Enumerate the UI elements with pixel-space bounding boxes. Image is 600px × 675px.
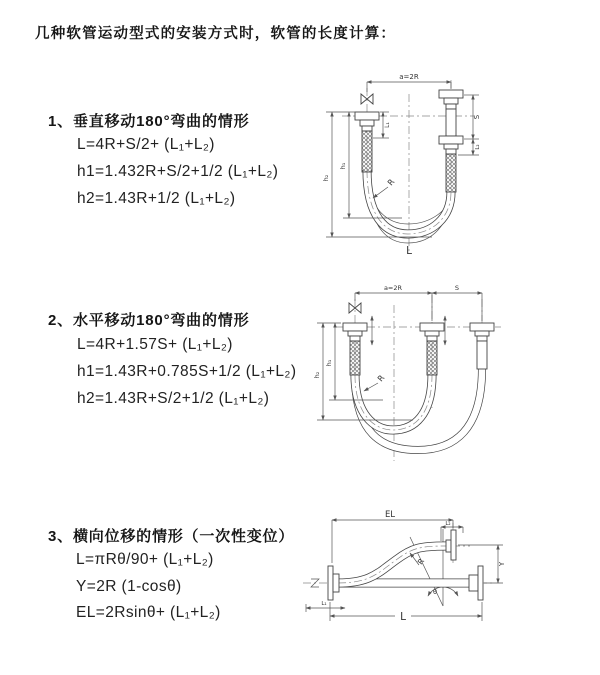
left-fitting <box>343 323 367 375</box>
section-1-formula-l: L=4R+S/2+ (L₁+L₂) <box>77 136 215 153</box>
hose-moved-position <box>355 369 482 450</box>
dim-label-l2: L₂ <box>445 521 451 527</box>
dim-label-el: EL <box>384 510 396 520</box>
diagram-horizontal-180-bend <box>313 283 585 468</box>
dim-label-l2: L₂ <box>475 144 481 150</box>
dim-l <box>330 602 482 623</box>
section-3-formula-y: Y=2R (1-cosθ) <box>76 578 182 595</box>
dim-s <box>432 284 482 321</box>
dim-label-r: R <box>385 177 397 188</box>
dim-s-l2 <box>458 95 481 155</box>
dim-label-h2: h₂ <box>313 371 321 379</box>
section-3-formula-el: EL=2Rsinθ+ (L₁+L₂) <box>76 604 221 621</box>
diagram-vertical-180-bend <box>312 66 582 261</box>
dim-label-s: S <box>473 114 481 120</box>
dim-label-a2r: a=2R <box>399 73 419 81</box>
section-3-formula-l: L=πRθ/90+ (L₁+L₂) <box>76 551 214 568</box>
hose-u-tube <box>355 375 432 430</box>
section-2-formula-h2: h2=1.43R+S/2+1/2 (L₁+L₂) <box>77 390 270 407</box>
dim-label-l-total: L <box>406 245 412 257</box>
middle-fitting <box>420 323 444 375</box>
dim-label-l-total: L <box>400 611 406 623</box>
section-1-formula-h1: h1=1.432R+S/2+1/2 (L₁+L₂) <box>77 163 279 180</box>
section-3-heading: 3、横向位移的情形（一次性变位） <box>48 528 295 545</box>
section-2-formula-l: L=4R+1.57S+ (L₁+L₂) <box>77 336 233 353</box>
dim-label-y: Y <box>498 561 506 567</box>
section-2-heading: 2、水平移动180°弯曲的情形 <box>48 312 250 329</box>
section-1-heading: 1、垂直移动180°弯曲的情形 <box>48 113 250 130</box>
dim-label-h2: h₂ <box>322 174 330 182</box>
dim-label-theta: θ <box>433 588 437 596</box>
dim-label-s: S <box>454 284 460 292</box>
dim-label-h1: h₁ <box>339 162 347 170</box>
section-1-formula-h2: h2=1.43R+1/2 (L₁+L₂) <box>77 190 236 207</box>
radius-callout <box>364 373 387 391</box>
centerline-break-icon <box>311 579 319 587</box>
upper-flange <box>446 530 456 560</box>
dim-a2r <box>355 284 432 321</box>
section-2-formula-h1: h1=1.43R+0.785S+1/2 (L₁+L₂) <box>77 363 297 380</box>
dim-label-a2r: a=2R <box>383 284 403 292</box>
page-title: 几种软管运动型式的安装方式时，软管的长度计算： <box>35 26 397 42</box>
centerlines <box>335 295 501 461</box>
right-lower-flange <box>469 566 483 600</box>
dim-label-l1: L₁ <box>384 122 391 128</box>
dim-a2r <box>367 73 451 92</box>
radius-callout <box>373 177 397 198</box>
moved-fitting <box>470 323 494 369</box>
right-fitting <box>439 90 463 192</box>
dim-el <box>332 510 453 563</box>
diagram-lateral-displacement <box>298 503 594 658</box>
hose-displaced-position <box>338 546 446 583</box>
dim-label-r: R <box>375 373 387 384</box>
dim-l1 <box>306 601 345 612</box>
dim-label-r: R <box>415 556 427 567</box>
left-flange <box>328 566 339 600</box>
dim-label-h1: h₁ <box>325 359 333 367</box>
dim-label-l1: L₁ <box>321 601 327 607</box>
left-fitting <box>355 112 379 172</box>
